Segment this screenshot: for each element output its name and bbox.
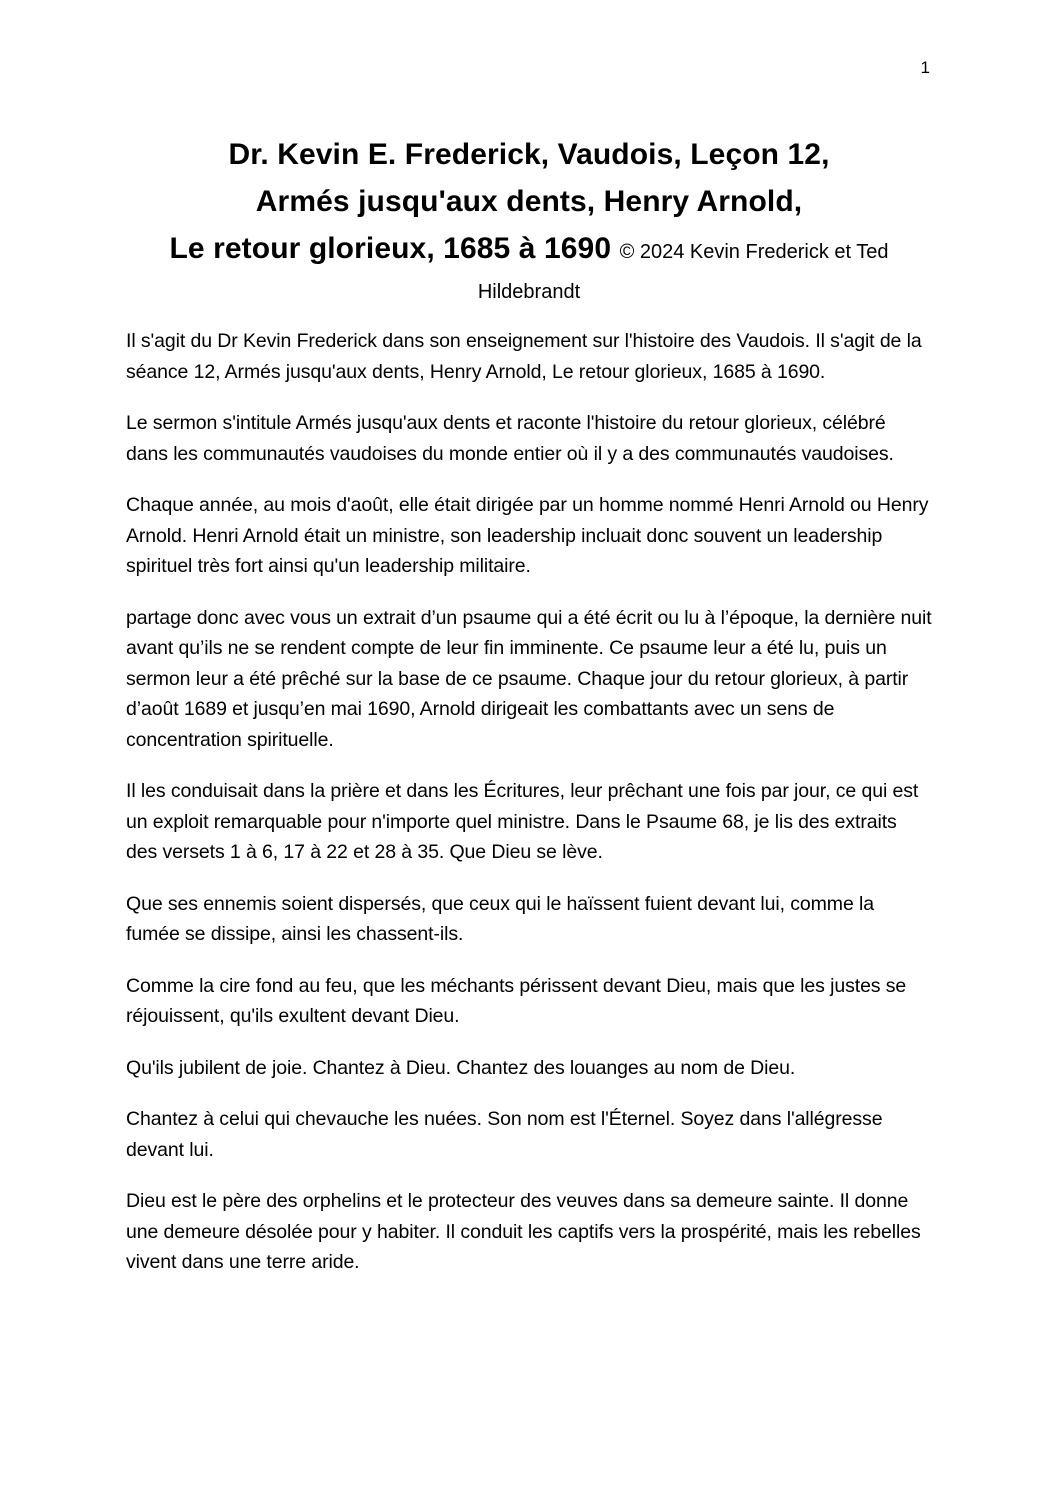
paragraph-intro: Il s'agit du Dr Kevin Frederick dans son enseignement sur l'histoire des Vaudois. Il s'agit de la séance 12, Armés jusqu'aux dents, Henry Arnold, Le retour glorieux, 1685 à 1690. — [126, 330, 922, 383]
title-line-3-bold: Le retour glorieux, 1685 à 1690 — [169, 232, 620, 265]
document-title — [0, 0, 1058, 309]
title-line-1: Dr. Kevin E. Frederick, Vaudois, Leçon 12, — [228, 138, 830, 171]
page-number: 1 — [920, 58, 930, 77]
copyright-continuation: Hildebrandt — [477, 281, 581, 303]
copyright-text: © 2024 Kevin Frederick et Ted — [619, 241, 889, 263]
paragraph-henri-arnold: Chaque année, au mois d'août, elle était dirigée par un homme nommé Henri Arnold ou Henry Arnold. Henri Arnold était un ministre, son leadership incluait donc souvent un leadership spirituel très fort ainsi qu'un leadership militaire. — [126, 494, 929, 577]
paragraph-psaume-extrait: partage donc avec vous un extrait d’un psaume qui a été écrit ou lu à l’époque, la dernière nuit avant qu’ils ne se rendent compte de leur fin imminente. Ce psaume leur a été lu, puis un sermon leur a été prêché sur la base de ce psaume. Chaque jour du retour glorieux, à partir d’août 1689 et jusqu’en mai 1690, Arnold dirigeait les combattants avec un sens de concentration spirituelle. — [126, 606, 932, 751]
paragraph-sermon-title: Le sermon s'intitule Armés jusqu'aux dents et raconte l'histoire du retour glorieux, célébré dans les communautés vaudoises du monde entier où il y a des communautés vaudoises. — [126, 412, 894, 465]
document-body — [126, 326, 932, 1278]
paragraph-cire-fond: Comme la cire fond au feu, que les méchants périssent devant Dieu, mais que les justes se réjouissent, qu'ils exultent devant Dieu. — [126, 974, 907, 1027]
paragraph-chevauche-nuees: Chantez à celui qui chevauche les nuées. Son nom est l'Éternel. Soyez dans l'allégresse devant lui. — [126, 1108, 883, 1161]
paragraph-ennemis-disperses: Que ses ennemis soient dispersés, que ceux qui le haïssent fuient devant lui, comme la fumée se dissipe, ainsi les chassent-ils. — [126, 892, 874, 945]
paragraph-conduite-priere: Il les conduisait dans la prière et dans les Écritures, leur prêchant une fois par jour, ce qui est un exploit remarquable pour n'importe quel ministre. Dans le Psaume 68, je lis des extraits des versets 1 à 6, 17 à 22 et 28 à 35. Que Dieu se lève. — [126, 780, 919, 863]
paragraph-pere-orphelins: Dieu est le père des orphelins et le protecteur des veuves dans sa demeure sainte. Il donne une demeure désolée pour y habiter. Il conduit les captifs vers la prospérité, mais les rebelles vivent dans une terre aride. — [126, 1190, 921, 1273]
title-line-2: Armés jusqu'aux dents, Henry Arnold, — [255, 185, 803, 218]
paragraph-jubilent: Qu'ils jubilent de joie. Chantez à Dieu. Chantez des louanges au nom de Dieu. — [126, 1056, 796, 1079]
title-line-3 — [90, 225, 968, 276]
